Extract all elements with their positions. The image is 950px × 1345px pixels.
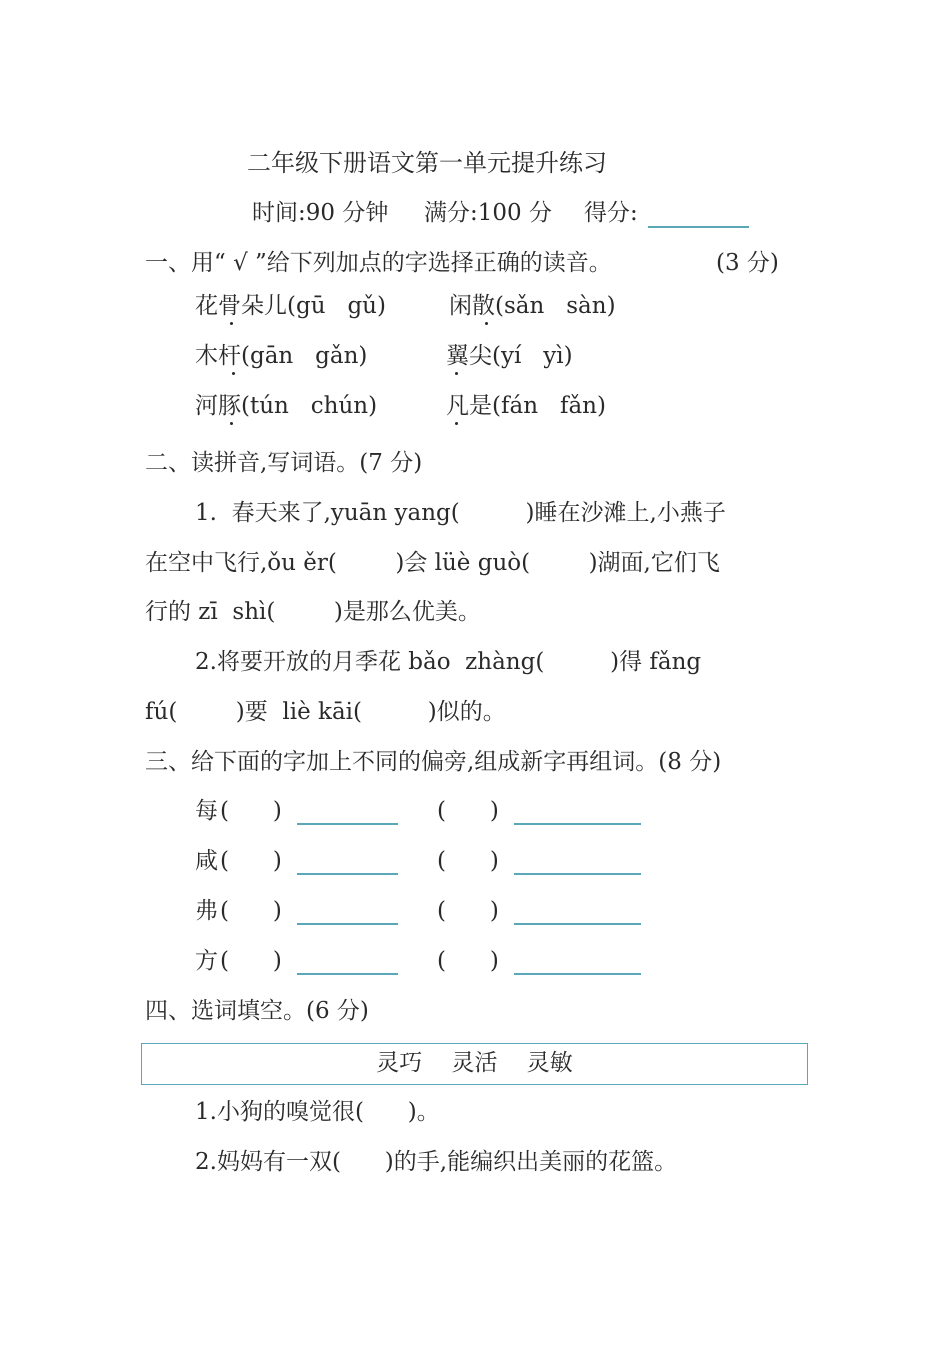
paren-blank[interactable]: ( )	[220, 948, 282, 974]
word-blank[interactable]	[514, 923, 641, 925]
section2-line: 1. 春天来了,yuān yang( )睡在沙滩上,小燕子	[195, 500, 726, 526]
section2-line: 在空中飞行,ǒu ěr( )会 lüè guò( )湖面,它们飞	[145, 550, 720, 576]
full-score-label: 满分:100 分	[424, 200, 552, 226]
emphasis-dot	[232, 372, 235, 375]
emphasis-dot	[230, 422, 233, 425]
word-blank[interactable]	[514, 873, 641, 875]
word-blank[interactable]	[297, 873, 398, 875]
section1-item: 花骨朵儿(gū gǔ)	[195, 293, 386, 319]
paren-blank[interactable]: ( )	[437, 798, 499, 824]
section4-question: 1.小狗的嗅觉很( )。	[195, 1099, 440, 1125]
section4-heading: 四、选词填空。(6 分)	[145, 998, 369, 1024]
word-blank[interactable]	[514, 973, 641, 975]
word-choices: 灵巧 灵活 灵敏	[376, 1050, 573, 1076]
section1-item: 凡是(fán fǎn)	[446, 393, 606, 419]
paren-blank[interactable]: ( )	[437, 948, 499, 974]
word-blank[interactable]	[297, 973, 398, 975]
section2-line: 行的 zī shì( )是那么优美。	[145, 599, 481, 625]
score-label: 得分:	[584, 200, 638, 226]
radical-char: 方	[195, 948, 218, 974]
section4-question: 2.妈妈有一双( )的手,能编织出美丽的花篮。	[195, 1149, 678, 1175]
paren-blank[interactable]: ( )	[220, 798, 282, 824]
section1-heading: 一、用“ √ ”给下列加点的字选择正确的读音。	[145, 250, 612, 276]
section3-heading: 三、给下面的字加上不同的偏旁,组成新字再组词。(8 分)	[145, 749, 722, 775]
section1-item: 翼尖(yí yì)	[446, 343, 573, 369]
radical-char: 弗	[195, 898, 218, 924]
section1-item: 闲散(sǎn sàn)	[449, 293, 616, 319]
emphasis-dot	[455, 422, 458, 425]
emphasis-dot	[485, 322, 488, 325]
paren-blank[interactable]: ( )	[437, 898, 499, 924]
section2-line: fú( )要 liè kāi( )似的。	[145, 699, 506, 725]
time-label: 时间:90 分钟	[252, 200, 389, 226]
paren-blank[interactable]: ( )	[437, 848, 499, 874]
word-blank[interactable]	[297, 823, 398, 825]
section1-item: 木杆(gān gǎn)	[195, 343, 368, 369]
emphasis-dot	[455, 372, 458, 375]
section2-heading: 二、读拼音,写词语。(7 分)	[145, 450, 423, 476]
radical-char: 咸	[195, 848, 218, 874]
section1-item: 河豚(tún chún)	[195, 393, 378, 419]
word-blank[interactable]	[297, 923, 398, 925]
paren-blank[interactable]: ( )	[220, 848, 282, 874]
emphasis-dot	[230, 322, 233, 325]
paren-blank[interactable]: ( )	[220, 898, 282, 924]
word-blank[interactable]	[514, 823, 641, 825]
section2-line: 2.将要开放的月季花 bǎo zhàng( )得 fǎng	[195, 649, 702, 675]
radical-char: 每	[195, 798, 218, 824]
page-title: 二年级下册语文第一单元提升练习	[247, 149, 607, 177]
word-choice-box	[141, 1043, 808, 1085]
score-blank[interactable]	[648, 226, 749, 228]
section1-points: (3 分)	[716, 250, 779, 276]
